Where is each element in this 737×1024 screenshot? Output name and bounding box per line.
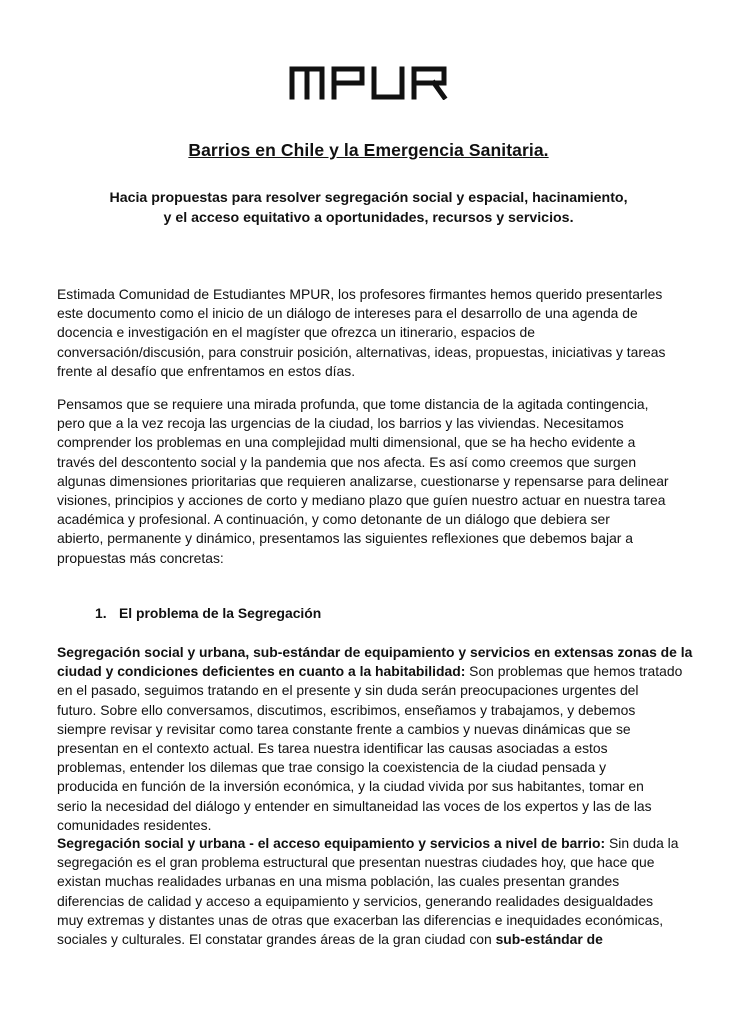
paragraph-line: frente al desafío que enfrentamos en estos días. [57,362,356,379]
paragraph-line: Pensamos que se requiere una mirada profunda, que tome distancia de la agitada contingencia, [57,396,649,412]
paragraph-line: siempre revisar y revisitar como tarea constante frente a cambios y nuevas dinámicas que se [57,720,631,737]
bold-lead-line: ciudad y condiciones deficientes en cuanto a la habitabilidad: [57,663,466,680]
subtitle-line: y el acceso equitativo a oportunidades, recursos y servicios. [163,210,574,226]
paragraph-line: diferencias de calidad y acceso a equipamiento y servicios, generando realidades desigualdades [57,892,654,909]
intro-paragraph [57,285,697,381]
subtitle-line: Hacia propuestas para resolver segregación social y espacial, hacinamiento, [109,190,628,206]
paragraph-line: Estimada Comunidad de Estudiantes MPUR, los profesores firmantes hemos querido presentarles [57,286,663,302]
paragraph-line: comunidades residentes. [57,816,212,833]
paragraph-line: muy extremas y distantes unas de otras que exacerban las diferencias e inequidades económicas, [57,911,664,928]
mpur-logo [0,66,737,100]
paragraph-line: segregación es el gran problema estructural que presentan nuestras ciudades hoy, que hace que [57,854,655,871]
section-heading [95,605,321,621]
paragraph-line: presentan en el contexto actual. Es tarea nuestra identificar las causas asociadas a estos [57,740,608,757]
document-subtitle [60,188,677,228]
section-heading-label: El problema de la Segregación [119,605,322,621]
segregation-paragraph [57,643,697,835]
paragraph-line: existan muchas realidades urbanas en una misma población, las cuales presentan grandes [57,873,620,890]
mpur-logo-icon [289,66,449,100]
section-number: 1. [95,605,107,621]
paragraph-line: comprender los problemas en una complejidad multi dimensional, que se ha hecho evidente a [57,434,636,451]
paragraph-line: docencia e investigación en el magíster que ofrezca un itinerario, espacios de [57,324,535,341]
paragraph-line: pero que a la vez recoja las urgencias de la ciudad, los barrios y las viviendas. Necesitamos [57,415,624,432]
paragraph-line: sociales y culturales. El constatar grandes áreas de la gran ciudad con [57,931,496,948]
paragraph-line: visiones, principios y acciones de corto y mediano plazo que guíen nuestro actuar en nuestra tarea [57,492,666,509]
paragraph-line: algunas dimensiones prioritarias que requieren analizarse, cuestionarse y repensarse para delinear [57,472,669,489]
paragraph-line: este documento como el inicio de un diálogo de intereses para el desarrollo de una agenda de [57,305,638,322]
paragraph-line: Sin duda la [605,835,679,851]
paragraph-line: serio la necesidad del diálogo y entender en simultaneidad las voces de los expertos y las de las [57,797,652,814]
paragraph-line: futuro. Sobre ello conversamos, discutimos, escribimos, enseñamos y trabajamos, y debemos [57,701,636,718]
paragraph-line: Son problemas que hemos tratado [465,663,683,680]
paragraph-line: producida en función de la inversión económica, y la ciudad vivida por sus habitantes, tomar en [57,778,644,795]
paragraph-line: propuestas más concretas: [57,549,224,566]
paragraph-line: conversación/discusión, para construir posición, alternativas, ideas, propuestas, iniciativas y tareas [57,343,666,360]
document-title: Barrios en Chile y la Emergencia Sanitaria. [188,140,549,160]
neighborhood-access-paragraph [57,834,697,949]
paragraph-line: académica y profesional. A continuación, y como detonante de un diálogo que debiera ser [57,511,610,528]
context-paragraph [57,395,697,568]
bold-inline-text: sub-estándar de [495,931,603,948]
paragraph-line: abierto, permanente y dinámico, presentamos las siguientes reflexiones que debemos bajar a [57,530,634,547]
paragraph-line: problemas, entender los dilemas que trae consigo la coexistencia de la ciudad pensada y [57,759,607,776]
bold-lead-line: Segregación social y urbana, sub-estándar de equipamiento y servicios en extensas zonas de la [57,644,693,660]
bold-lead-line: Segregación social y urbana - el acceso equipamiento y servicios a nivel de barrio: [57,835,606,851]
paragraph-line: través del descontento social y la pandemia que nos afecta. Es así como creemos que surgen [57,453,637,470]
paragraph-line: en el pasado, seguimos tratando en el presente y sin duda serán preocupaciones urgentes del [57,682,639,699]
